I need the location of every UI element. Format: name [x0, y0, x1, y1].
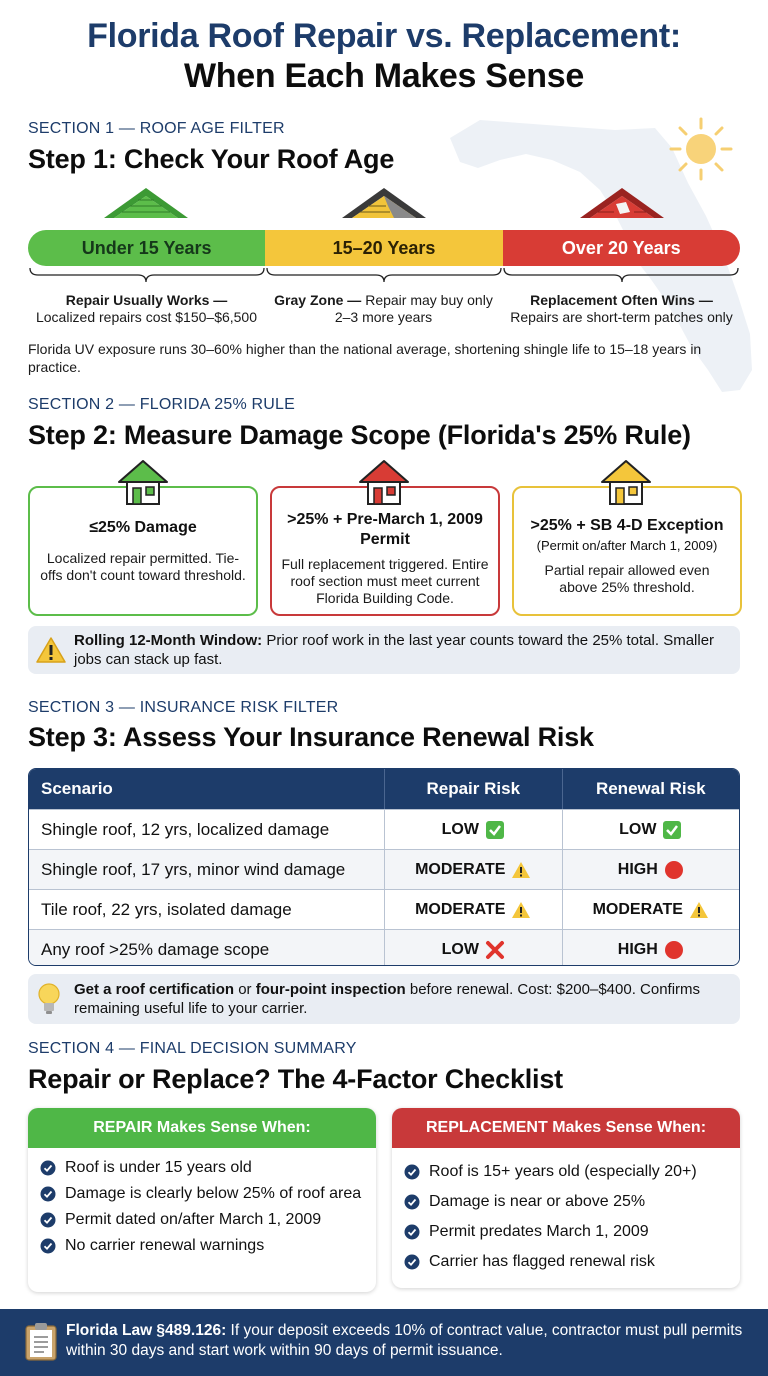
replace-checklist-card [392, 1108, 740, 1288]
repair-list [28, 1148, 376, 1272]
cell-scenario: Shingle roof, 17 yrs, minor wind damage [41, 859, 346, 879]
card-subtitle: (Permit on/after March 1, 2009) [536, 538, 718, 553]
cell-scenario: Any roof >25% damage scope [41, 939, 270, 959]
item-text: Damage is clearly below 25% of roof area [65, 1185, 362, 1202]
check-circle-icon [40, 1186, 56, 1202]
card-title: ≤25% Damage [89, 519, 197, 536]
section1-label: SECTION 1 — ROOF AGE FILTER [28, 120, 285, 137]
col-renewal-risk: Renewal Risk [562, 769, 740, 809]
red-house-icon [358, 458, 410, 506]
tip-body: before renewal. Cost: $200–$400. Confirms remaining useful life to your carrier. [74, 981, 701, 1017]
callout-body: Prior roof work in the last year counts toward the 25% total. Smaller jobs can stack up fast. [74, 632, 715, 668]
check-circle-icon [404, 1194, 420, 1210]
uv-exposure-note: Florida UV exposure runs 30–60% higher than the national average, shortening shingle life to 15–18 years in practice. [28, 341, 702, 375]
cell-repair-risk [384, 890, 562, 929]
repair-risk-value: MODERATE [415, 900, 506, 918]
check-circle-icon [404, 1224, 420, 1240]
age-desc-text: Localized repairs cost $150–$6,500 [35, 309, 258, 325]
repair-risk-value: LOW [441, 940, 479, 958]
roof-age-bar [28, 230, 740, 266]
check-circle-icon [40, 1212, 56, 1228]
age-desc-over-20 [503, 292, 740, 326]
repair-checklist-card [28, 1108, 376, 1292]
age-segment-15-20: 15–20 Years [265, 230, 502, 266]
damaged-roof-icon [576, 184, 668, 224]
footer-bold: Florida Law §489.126: [66, 1322, 227, 1339]
item-text: Roof is 15+ years old (especially 20+) [429, 1163, 697, 1180]
section2-label: SECTION 2 — FLORIDA 25% RULE [28, 396, 296, 413]
age-segment-over-20: Over 20 Years [503, 230, 740, 266]
callout-bold: Rolling 12-Month Window: [74, 632, 263, 649]
col-repair-risk: Repair Risk [384, 769, 562, 809]
list-item [404, 1192, 730, 1212]
insurance-risk-table [28, 768, 740, 966]
red-circle-icon [664, 940, 684, 960]
age-segment-under-15: Under 15 Years [28, 230, 265, 266]
section2-heading: Step 2: Measure Damage Scope (Florida's 25% Rule) [28, 420, 691, 450]
age-desc-text: Repairs are short-term patches only [510, 309, 733, 325]
clipboard-icon [24, 1321, 58, 1361]
certification-tip [28, 974, 740, 1024]
check-circle-icon [40, 1160, 56, 1176]
list-item [404, 1252, 730, 1272]
list-item [404, 1222, 730, 1242]
age-desc-bold: Gray Zone — [274, 292, 362, 308]
green-roof-icon [100, 184, 192, 224]
rolling-window-callout [28, 626, 740, 674]
page-title [0, 16, 768, 96]
list-item [40, 1184, 366, 1204]
cell-renewal-risk [562, 930, 740, 966]
list-item [404, 1162, 730, 1182]
cell-scenario: Tile roof, 22 yrs, isolated damage [41, 899, 292, 919]
renewal-risk-value: HIGH [617, 940, 658, 958]
callout-text [74, 631, 730, 669]
cell-renewal-risk [562, 890, 740, 929]
cell-renewal-risk [562, 810, 740, 849]
age-desc-bold: Replacement Often Wins — [530, 292, 713, 308]
check-circle-icon [40, 1238, 56, 1254]
tip-bold-2: four-point inspection [255, 981, 406, 998]
sun-icon [668, 116, 734, 182]
item-text: Carrier has flagged renewal risk [429, 1253, 655, 1270]
red-circle-icon [664, 860, 684, 880]
title-line-1: Florida Roof Repair vs. Replacement: [87, 17, 681, 55]
check-icon [662, 820, 682, 840]
table-row [29, 889, 739, 929]
section4-label: SECTION 4 — FINAL DECISION SUMMARY [28, 1040, 357, 1057]
age-desc-under-15 [28, 292, 265, 326]
age-desc-bold: Repair Usually Works — [65, 292, 228, 308]
renewal-risk-value: HIGH [617, 860, 658, 878]
florida-law-footer [0, 1309, 768, 1376]
age-desc-text: Repair may buy only 2–3 more years [334, 292, 493, 325]
replace-card-title: REPLACEMENT Makes Sense When: [392, 1108, 740, 1148]
item-text: Permit dated on/after March 1, 2009 [65, 1211, 322, 1228]
check-circle-icon [404, 1254, 420, 1270]
item-text: Permit predates March 1, 2009 [429, 1223, 649, 1240]
cell-renewal-risk [562, 850, 740, 889]
section4-heading: Repair or Replace? The 4-Factor Checklist [28, 1064, 563, 1094]
worn-roof-icon [338, 184, 430, 224]
tip-text [74, 980, 730, 1018]
list-item [40, 1236, 366, 1256]
table-row [29, 809, 739, 849]
card-title: >25% + Pre-March 1, 2009 Permit [287, 511, 483, 548]
footer-body: If your deposit exceeds 10% of contract value, contractor must pull permits within 30 days and start work within 90 days of permit issuance. [66, 1322, 743, 1359]
item-text: Damage is near or above 25% [429, 1193, 646, 1210]
tip-mid: or [234, 981, 256, 998]
age-desc-15-20 [265, 292, 502, 326]
cross-icon [485, 940, 505, 960]
lightbulb-icon [36, 982, 62, 1016]
table-row [29, 849, 739, 889]
card-title: >25% + SB 4-D Exception [530, 517, 724, 534]
table-row [29, 929, 739, 966]
title-line-2: When Each Makes Sense [184, 57, 584, 95]
cell-repair-risk [384, 930, 562, 966]
check-icon [485, 820, 505, 840]
renewal-risk-value: LOW [619, 820, 657, 838]
repair-risk-value: LOW [441, 820, 479, 838]
section3-heading: Step 3: Assess Your Insurance Renewal Risk [28, 722, 594, 752]
cell-repair-risk [384, 810, 562, 849]
tip-bold-1: Get a roof certification [74, 981, 235, 998]
check-circle-icon [404, 1164, 420, 1180]
item-text: No carrier renewal warnings [65, 1237, 265, 1254]
warning-icon [689, 900, 709, 920]
replace-list [392, 1148, 740, 1286]
yellow-house-icon [600, 458, 652, 506]
age-braces [28, 268, 740, 282]
green-house-icon [117, 458, 169, 506]
warning-icon [36, 636, 66, 664]
table-header [29, 769, 739, 809]
card-body: Partial repair allowed even above 25% threshold. [544, 562, 710, 595]
card-body: Localized repair permitted. Tie-offs don't count toward threshold. [40, 550, 246, 583]
cell-repair-risk [384, 850, 562, 889]
footer-text [66, 1321, 756, 1361]
warning-icon [511, 860, 531, 880]
list-item [40, 1158, 366, 1178]
repair-card-title: REPAIR Makes Sense When: [28, 1108, 376, 1148]
card-body: Full replacement triggered. Entire roof section must meet current Florida Building Code. [281, 556, 489, 606]
repair-risk-value: MODERATE [415, 860, 506, 878]
warning-icon [511, 900, 531, 920]
col-scenario: Scenario [41, 779, 113, 798]
renewal-risk-value: MODERATE [592, 900, 683, 918]
item-text: Roof is under 15 years old [65, 1159, 252, 1176]
section1-heading: Step 1: Check Your Roof Age [28, 144, 395, 174]
cell-scenario: Shingle roof, 12 yrs, localized damage [41, 819, 330, 839]
list-item [40, 1210, 366, 1230]
section3-label: SECTION 3 — INSURANCE RISK FILTER [28, 699, 339, 716]
